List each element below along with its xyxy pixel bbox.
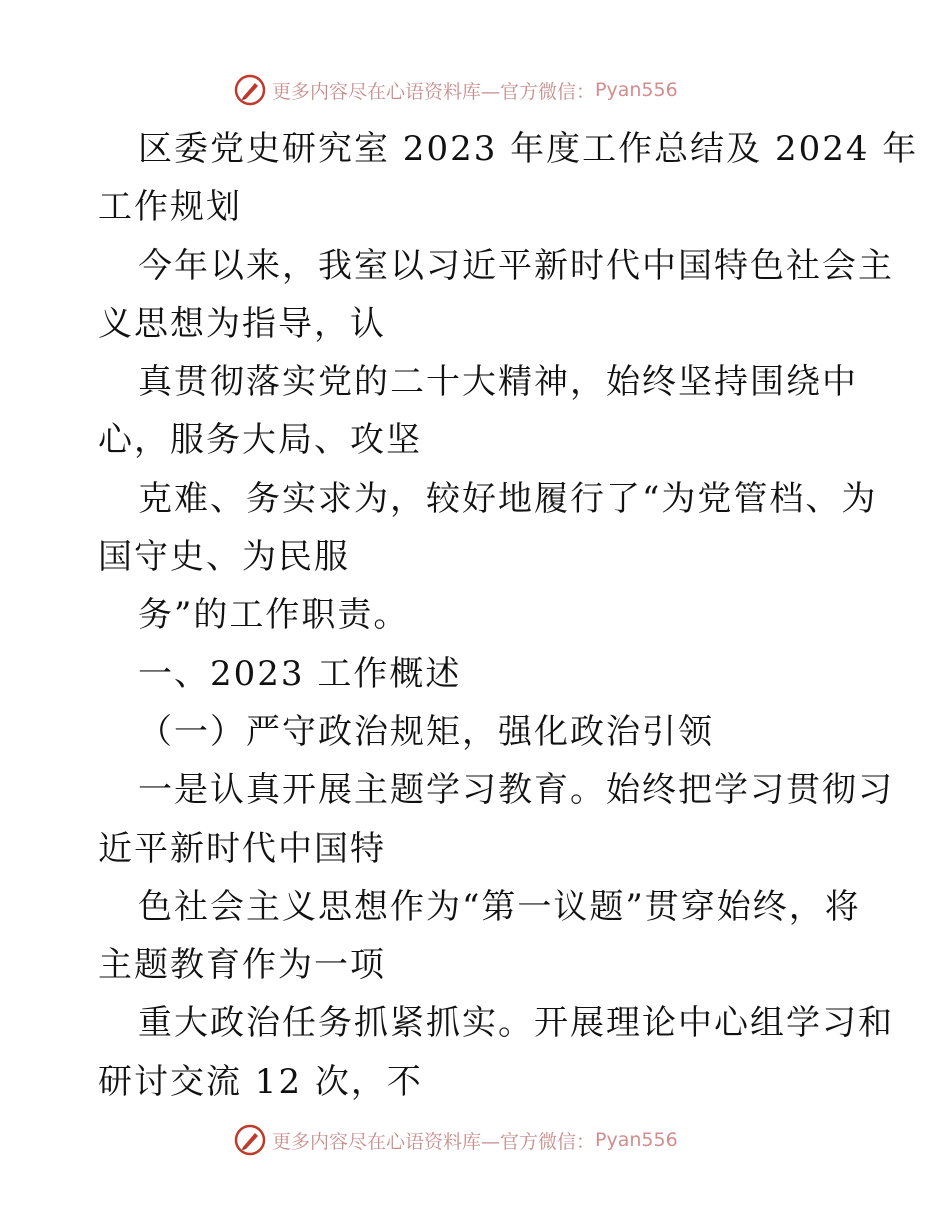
- quill-logo-icon: [234, 1124, 266, 1156]
- watermark-text: 更多内容尽在心语资料库—官方微信：: [272, 80, 596, 103]
- watermark-wechat-id: Pyan556: [595, 1129, 678, 1151]
- text-line: 国守史、为民服: [98, 537, 350, 578]
- text-line: （一）严守政治规矩，强化政治引领: [138, 711, 714, 752]
- text-line: 主题教育作为一项: [98, 945, 386, 986]
- text-line: 克难、务实求为，较好地履行了“为党管档、为: [138, 478, 878, 519]
- text-line: 心，服务大局、攻坚: [98, 420, 422, 461]
- text-line: 一是认真开展主题学习教育。始终把学习贯彻习: [138, 770, 894, 811]
- text-line: 工作规划: [98, 187, 242, 228]
- text-line: 区委党史研究室 2023 年度工作总结及 2024 年: [138, 129, 919, 169]
- document-body: [98, 120, 919, 1111]
- watermark-text: 更多内容尽在心语资料库—官方微信：: [272, 1130, 596, 1153]
- text-line: 重大政治任务抓紧抓实。开展理论中心组学习和: [138, 1003, 894, 1044]
- watermark-footer: [234, 1122, 678, 1158]
- text-line: 研讨交流 12 次，不: [98, 1061, 423, 1102]
- text-line: 务”的工作职责。: [138, 595, 410, 636]
- watermark-wechat-id: Pyan556: [595, 79, 678, 101]
- text-line: 近平新时代中国特: [98, 828, 386, 869]
- text-line: 今年以来，我室以习近平新时代中国特色社会主: [138, 245, 894, 286]
- text-line: 一、2023 工作概述: [138, 653, 462, 694]
- quill-logo-icon: [234, 74, 266, 106]
- text-line: 真贯彻落实党的二十大精神，始终坚持围绕中: [138, 362, 858, 403]
- watermark-header: [234, 72, 678, 108]
- text-line: 色社会主义思想作为“第一议题”贯穿始终，将: [138, 886, 861, 927]
- text-line: 义思想为指导，认: [98, 303, 386, 344]
